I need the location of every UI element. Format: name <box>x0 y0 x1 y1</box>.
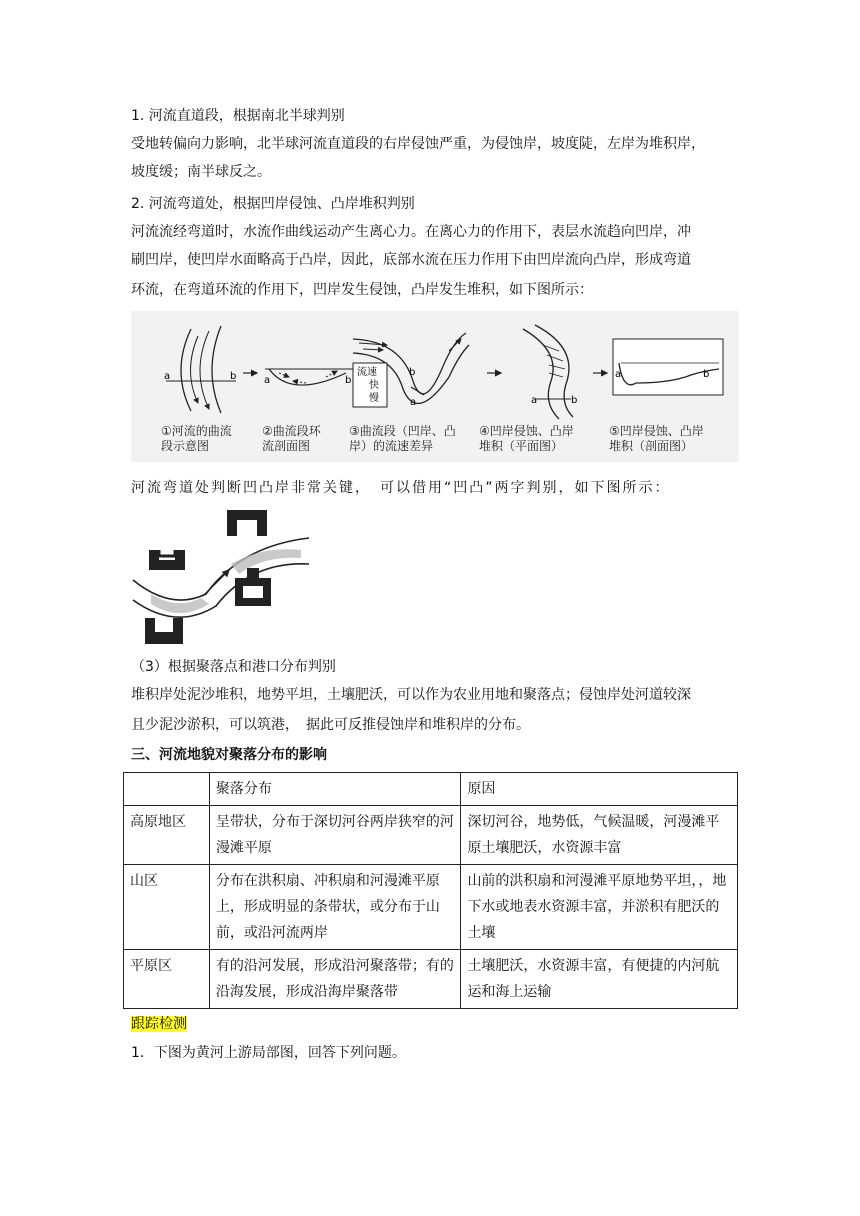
tracking-label-line <box>131 1014 741 1034</box>
settlement-table <box>123 772 738 1009</box>
legend-fast: 快 <box>369 380 379 391</box>
caption-4: ④凹岸侵蚀、凸岸 堆积（平面图） <box>479 424 574 453</box>
caption-5: ⑤凹岸侵蚀、凸岸 堆积（剖面图） <box>609 424 704 453</box>
panel-4-erosion-plan <box>523 325 577 419</box>
label-b-1: b <box>230 371 237 382</box>
legend-velocity: 流速 <box>357 367 377 378</box>
caption-1: ①河流的曲流 段示意图 <box>161 424 232 453</box>
concave-note: 河流弯道处判断凹凸岸非常关键， 可以借用“凹凸”两字判别，如下图所示： <box>131 480 671 496</box>
label-b-2: b <box>345 375 352 386</box>
item1-title: 1. 河流直道段，根据南北半球判别 <box>131 108 345 124</box>
label-a-1: a <box>164 371 171 382</box>
table-cell-reason: 山前的洪积扇和河漫滩平原地势平坦，，地下水或地表水资源丰富，并淤积有肥沃的土壤 <box>461 865 738 950</box>
table-row <box>124 950 738 1009</box>
table-header-cell: 聚落分布 <box>209 773 461 806</box>
caption-3: ③曲流段（凹岸、凸 岸）的流速差异 <box>349 424 456 453</box>
label-b-5: b <box>703 369 710 380</box>
panel-5-erosion-section <box>613 339 723 395</box>
table-header-row <box>124 773 738 806</box>
label-a-4: a <box>531 395 538 406</box>
tracking-label: 跟踪检测 <box>131 1016 187 1032</box>
convex-glyph-left <box>149 550 185 570</box>
table-header-cell: 原因 <box>461 773 738 806</box>
table-cell-distribution: 分布在洪积扇、冲积扇和河漫滩平原上，形成明显的条带状，或分布于山前，或沿河流两岸 <box>209 865 461 950</box>
item2-line2: 刷凹岸，使凹岸水面略高于凸岸，因此，底部水流在压力作用下由凹岸流向凸岸，形成弯道 <box>131 252 691 268</box>
item3-line1: 堆积岸处泥沙堆积，地势平坦，土壤肥沃，可以作为农业用地和聚落点；侵蚀岸处河道较深 <box>131 687 691 703</box>
concave-glyph-top <box>227 510 267 536</box>
panel-2-cross-section <box>264 369 353 386</box>
label-a-3: a <box>410 397 417 408</box>
table-header-cell <box>124 773 210 806</box>
table-cell-region: 高原地区 <box>124 806 210 865</box>
label-a-5: a <box>615 369 622 380</box>
table-row <box>124 865 738 950</box>
table-cell-region: 山区 <box>124 865 210 950</box>
meander-figure <box>131 311 739 462</box>
item2-line3: 环流，在弯道环流的作用下，凹岸发生侵蚀，凸岸发生堆积，如下图所示： <box>131 282 593 298</box>
label-b-4: b <box>571 395 578 406</box>
table-cell-reason: 深切河谷，地势低，气候温暖，河漫滩平原土壤肥沃，水资源丰富 <box>461 806 738 865</box>
table-cell-reason: 土壤肥沃，水资源丰富，有便捷的内河航运和海上运输 <box>461 950 738 1009</box>
table-row <box>124 806 738 865</box>
label-a-2: a <box>264 375 271 386</box>
table-cell-distribution: 有的沿河发展，形成沿河聚落带；有的沿海发展，形成沿海岸聚落带 <box>209 950 461 1009</box>
item3-title: （3）根据聚落点和港口分布判别 <box>131 659 336 675</box>
section3-heading: 三、河流地貌对聚落分布的影响 <box>131 747 327 763</box>
item1-line1: 受地转偏向力影响，北半球河流直道段的右岸侵蚀严重，为侵蚀岸，坡度陡，左岸为堆积岸， <box>131 136 705 152</box>
tracking-question-1: 1．下图为黄河上游局部图，回答下列问题。 <box>131 1045 406 1061</box>
item3-line2: 且少泥沙淤积，可以筑港， 据此可反推侵蚀岸和堆积岸的分布。 <box>131 717 530 733</box>
panel-1-meander-plan <box>164 326 236 413</box>
label-b-3: b <box>409 367 416 378</box>
meander-diagrams <box>131 311 739 421</box>
item2-line1: 河流流经弯道时，水流作曲线运动产生离心力。在离心力的作用下，表层水流趋向凹岸，冲 <box>131 224 691 240</box>
table-cell-region: 平原区 <box>124 950 210 1009</box>
legend-slow: 慢 <box>369 393 379 404</box>
caption-2: ②曲流段环 流剖面图 <box>262 424 321 453</box>
concave-convex-figure <box>131 506 311 646</box>
item2-title: 2. 河流弯道处，根据凹岸侵蚀、凸岸堆积判别 <box>131 196 415 212</box>
table-cell-distribution: 呈带状，分布于深切河谷两岸狭窄的河漫滩平原 <box>209 806 461 865</box>
panel-3-velocity <box>353 333 469 408</box>
item1-line2: 坡度缓；南半球反之。 <box>131 164 271 180</box>
